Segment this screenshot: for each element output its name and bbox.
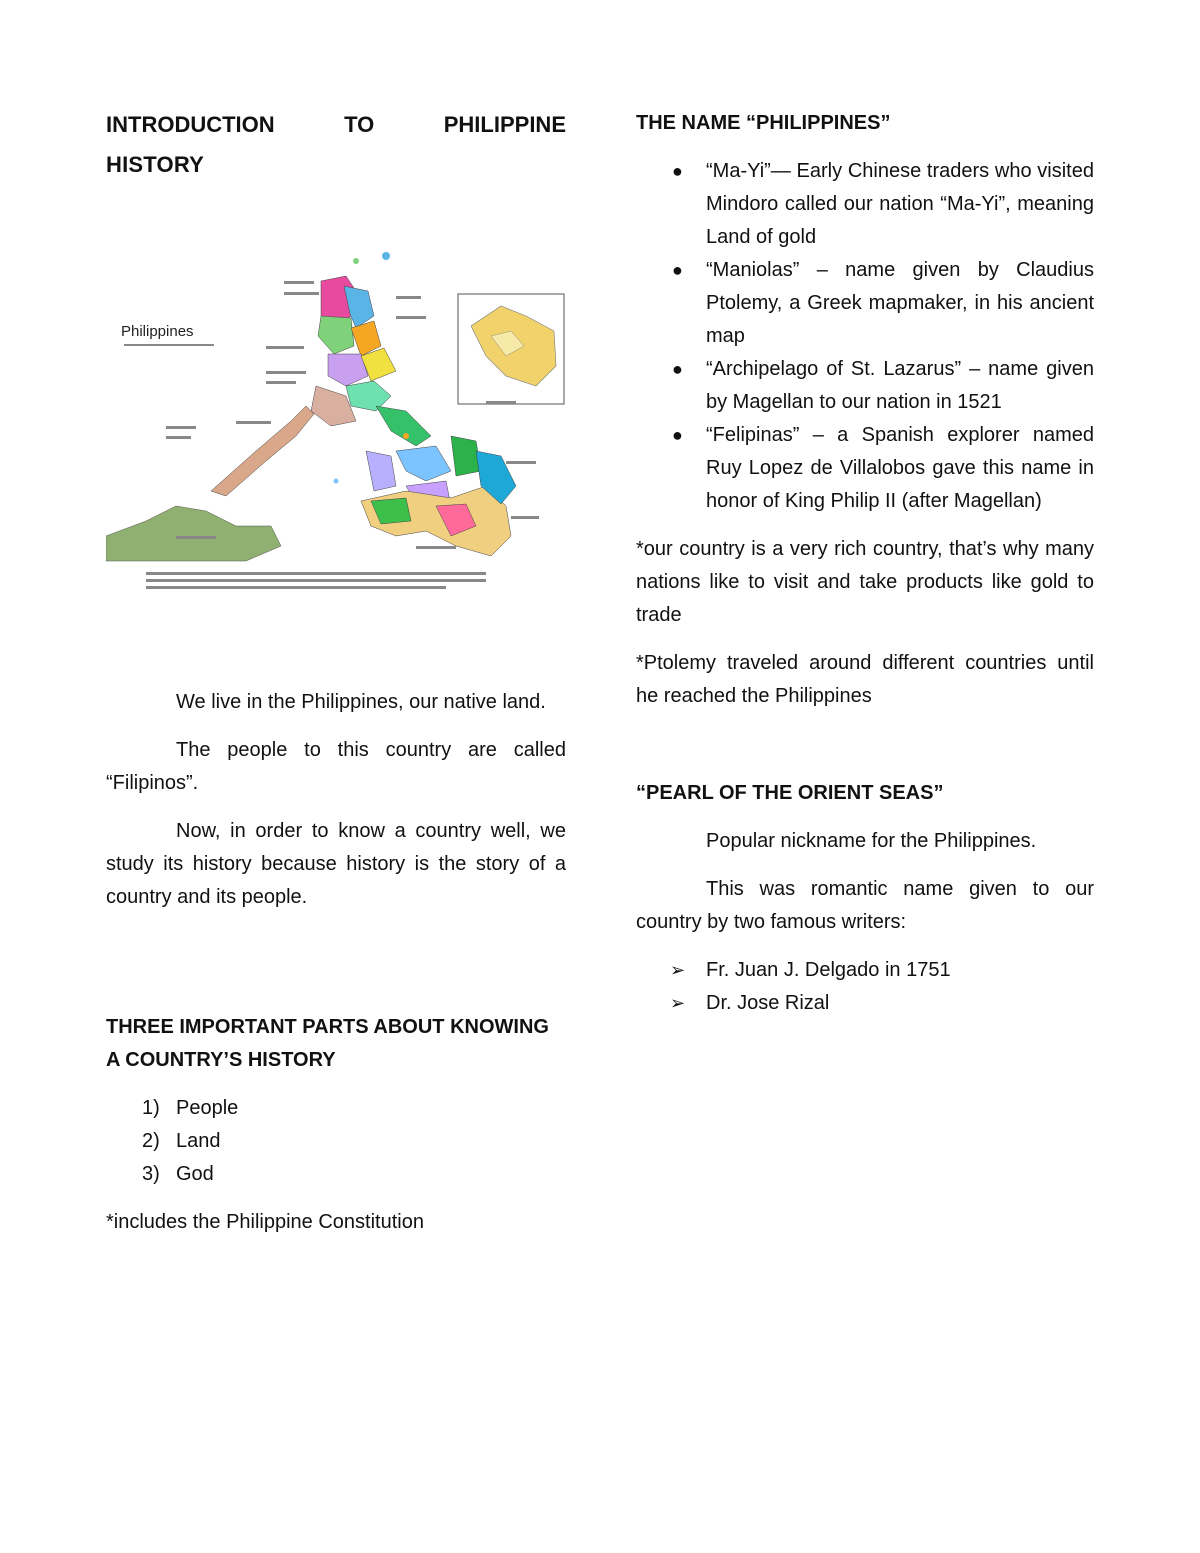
bullet-icon: ●	[672, 161, 683, 181]
names-list	[636, 155, 1094, 518]
list-item: ● “Felipinas” – a Spanish explorer named Ruy Lopez de Villalobos gave this name in honor of King Philip II (after Magellan)	[636, 419, 1094, 518]
arrow-bullet-icon: ➢	[670, 960, 686, 980]
parts-heading: THREE IMPORTANT PARTS ABOUT KNOWING A COUNTRY’S HISTORY	[106, 1016, 549, 1071]
left-body	[106, 686, 566, 929]
list-item: 1) People	[142, 1097, 239, 1119]
name-heading: THE NAME “PHILIPPINES”	[636, 112, 891, 134]
list-item: ● “Maniolas” – name given by Claudius Ptolemy, a Greek mapmaker, in his ancient map	[636, 254, 1094, 353]
intro-paragraph-3: Now, in order to know a country well, we study its history because history is the story of a country and its people.	[106, 820, 566, 908]
title-line-2: HISTORY	[106, 152, 204, 177]
title-word: TO	[344, 112, 375, 137]
pearl-paragraph-2: This was romantic name given to our country by two famous writers:	[636, 878, 1094, 933]
list-item: 2) Land	[142, 1130, 221, 1152]
list-item: ● “Ma-Yi”— Early Chinese traders who visited Mindoro called our nation “Ma-Yi”, meaning Land of gold	[636, 155, 1094, 254]
bullet-icon: ●	[672, 425, 683, 445]
page-title	[106, 105, 566, 185]
pearl-section	[636, 777, 1094, 1020]
bullet-icon: ●	[672, 260, 683, 280]
constitution-note: *includes the Philippine Constitution	[106, 1211, 424, 1233]
arrow-bullet-icon: ➢	[670, 993, 686, 1013]
title-word: INTRODUCTION	[106, 112, 275, 137]
map-label: Philippines	[121, 323, 194, 340]
intro-paragraph-1: We live in the Philippines, our native land.	[176, 691, 546, 713]
right-column	[636, 107, 1094, 728]
ptolemy-note: *Ptolemy traveled around different countries until he reached the Philippines	[636, 652, 1094, 707]
list-item: 3) God	[142, 1163, 214, 1185]
rich-country-note: *our country is a very rich country, that’s why many nations like to visit and take products like gold to trade	[636, 538, 1094, 626]
writers-list	[636, 954, 1094, 1020]
list-item: ➢ Dr. Jose Rizal	[636, 987, 1094, 1020]
pearl-paragraph-1: Popular nickname for the Philippines.	[706, 830, 1037, 852]
parts-section	[106, 1011, 566, 1254]
title-word: PHILIPPINE	[443, 112, 566, 137]
list-item: ➢ Fr. Juan J. Delgado in 1751	[636, 954, 1094, 987]
parts-list	[106, 1092, 566, 1191]
bullet-icon: ●	[672, 359, 683, 379]
intro-paragraph-2: The people to this country are called “Filipinos”.	[106, 739, 566, 794]
list-item: ● “Archipelago of St. Lazarus” – name given by Magellan to our nation in 1521	[636, 353, 1094, 419]
philippines-map	[106, 236, 566, 596]
pearl-heading: “PEARL OF THE ORIENT SEAS”	[636, 782, 944, 804]
